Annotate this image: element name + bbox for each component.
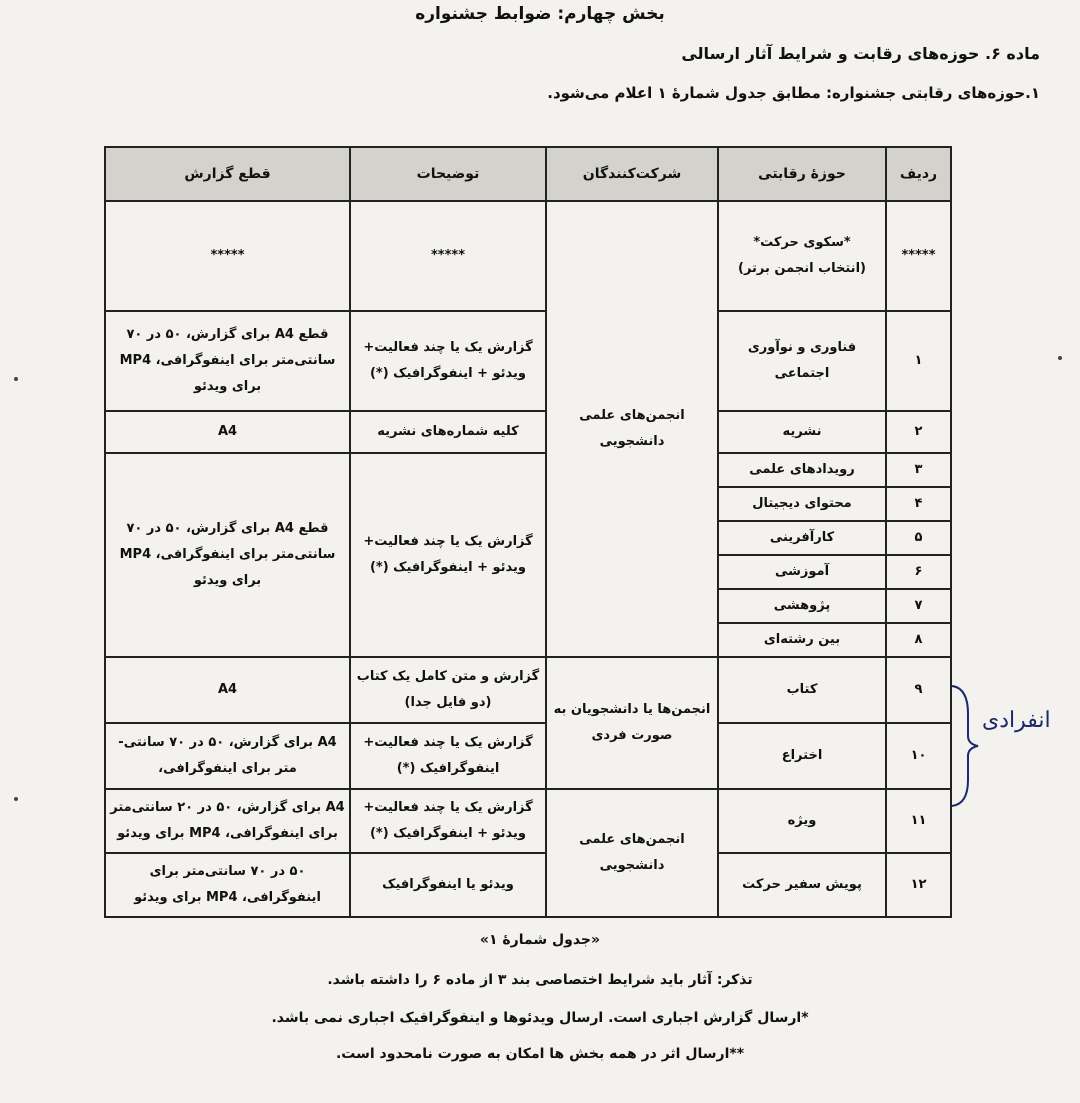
cell-field: کتاب xyxy=(718,657,886,723)
header-row-number: ردیف xyxy=(886,147,951,201)
cell-description: گزارش یک یا چند فعالیت+ ویدئو + اینفوگرافیک (*) xyxy=(350,789,546,853)
cell-report-size: A4 برای گزارش، ۵۰ در ۲۰ سانتی‌متر برای اینفوگرافی، MP4 برای ویدئو xyxy=(105,789,350,853)
table-row xyxy=(105,311,951,411)
table-row xyxy=(105,201,951,311)
header-description: توضیحات xyxy=(350,147,546,201)
header-field: حوزهٔ رقابتی xyxy=(718,147,886,201)
cell-field: ویژه xyxy=(718,789,886,853)
cell-field: رویدادهای علمی xyxy=(718,453,886,487)
cell-field: پژوهشی xyxy=(718,589,886,623)
cell-description: ویدئو یا اینفوگرافیک xyxy=(350,853,546,917)
cell-row-number: ۶ xyxy=(886,555,951,589)
cell-row-number: ۸ xyxy=(886,623,951,657)
header-participants: شرکت‌کنندگان xyxy=(546,147,718,201)
table-row xyxy=(105,411,951,453)
table-row xyxy=(105,453,951,487)
cell-report-size: A4 برای گزارش، ۵۰ در ۷۰ سانتی‌- متر برای اینفوگرافی، xyxy=(105,723,350,789)
scan-speck xyxy=(14,797,18,801)
cell-report-size: ۵۰ در ۷۰ سانتی‌متر برای اینفوگرافی، MP4 برای ویدئو xyxy=(105,853,350,917)
cell-field xyxy=(718,201,886,311)
cell-row-number: ۱۲ xyxy=(886,853,951,917)
cell-participants: انجمن‌های علمی دانشجویی xyxy=(546,789,718,917)
cell-row-number: ۷ xyxy=(886,589,951,623)
footnote-star1: *ارسال گزارش اجباری است. ارسال ویدئوها و اینفوگرافیک اجباری نمی باشد. xyxy=(271,1010,809,1026)
cell-row-number: ۴ xyxy=(886,487,951,521)
reminder-note: تذکر: آثار باید شرایط اختصاصی بند ۳ از ماده ۶ را داشته باشد. xyxy=(327,972,753,988)
table-caption: «جدول شمارهٔ ۱» xyxy=(479,932,601,948)
table-row xyxy=(105,723,951,789)
field-line: *سکوی حرکت* xyxy=(753,235,851,250)
cell-row-number: ۳ xyxy=(886,453,951,487)
cell-field: بین رشته‌ای xyxy=(718,623,886,657)
cell-row-number: ۲ xyxy=(886,411,951,453)
table-row xyxy=(105,853,951,917)
cell-field: محتوای دیجیتال xyxy=(718,487,886,521)
cell-field: فناوری و نوآوری اجتماعی xyxy=(718,311,886,411)
cell-field: آموزشی xyxy=(718,555,886,589)
handwritten-side-note: انفرادی xyxy=(982,708,1051,733)
footnote-star2: **ارسال اثر در همه بخش ها امکان به صورت نامحدود است. xyxy=(335,1046,745,1062)
cell-report-size: قطع A4 برای گزارش، ۵۰ در ۷۰ سانتی‌متر برای اینفوگرافی، MP4 برای ویدئو xyxy=(105,453,350,657)
article-title: ماده ۶. حوزه‌های رقابت و شرایط آثار ارسالی xyxy=(681,44,1040,63)
cell-participants: انجمن‌های علمی دانشجویی xyxy=(546,201,718,657)
cell-description: گزارش و متن کامل یک کتاب (دو فایل جدا) xyxy=(350,657,546,723)
cell-row-number: ***** xyxy=(886,201,951,311)
cell-description: گزارش یک یا چند فعالیت+ ویدئو + اینفوگرافیک (*) xyxy=(350,453,546,657)
scan-speck xyxy=(1058,356,1062,360)
cell-description: کلیه شماره‌های نشریه xyxy=(350,411,546,453)
table-header-row xyxy=(105,147,951,201)
scan-speck xyxy=(14,377,18,381)
cell-row-number: ۱۱ xyxy=(886,789,951,853)
cell-report-size: A4 xyxy=(105,657,350,723)
competition-table xyxy=(104,146,952,918)
cell-description: ***** xyxy=(350,201,546,311)
cell-field: اختراع xyxy=(718,723,886,789)
cell-description: گزارش یک یا چند فعالیت+ اینفوگرافیک (*) xyxy=(350,723,546,789)
handwritten-brace xyxy=(950,684,980,808)
cell-report-size: قطع A4 برای گزارش، ۵۰ در ۷۰ سانتی‌متر برای اینفوگرافی، MP4 برای ویدئو xyxy=(105,311,350,411)
table-row xyxy=(105,657,951,723)
cell-description: گزارش یک یا چند فعالیت+ ویدئو + اینفوگرافیک (*) xyxy=(350,311,546,411)
cell-row-number: ۱ xyxy=(886,311,951,411)
cell-row-number: ۹ xyxy=(886,657,951,723)
section-heading: بخش چهارم: ضوابط جشنواره xyxy=(415,4,665,24)
cell-participants: انجمن‌ها یا دانشجویان به صورت فردی xyxy=(546,657,718,789)
table-row xyxy=(105,789,951,853)
header-report-size: قطع گزارش xyxy=(105,147,350,201)
cell-report-size: ***** xyxy=(105,201,350,311)
cell-field: نشریه xyxy=(718,411,886,453)
cell-row-number: ۵ xyxy=(886,521,951,555)
cell-field: پویش سفیر حرکت xyxy=(718,853,886,917)
cell-report-size: A4 xyxy=(105,411,350,453)
intro-line: ۱.حوزه‌های رقابتی جشنواره: مطابق جدول شمارهٔ ۱ اعلام می‌شود. xyxy=(547,84,1040,102)
field-line: (انتخاب انجمن برتر) xyxy=(738,261,866,276)
cell-field: کارآفرینی xyxy=(718,521,886,555)
cell-row-number: ۱۰ xyxy=(886,723,951,789)
